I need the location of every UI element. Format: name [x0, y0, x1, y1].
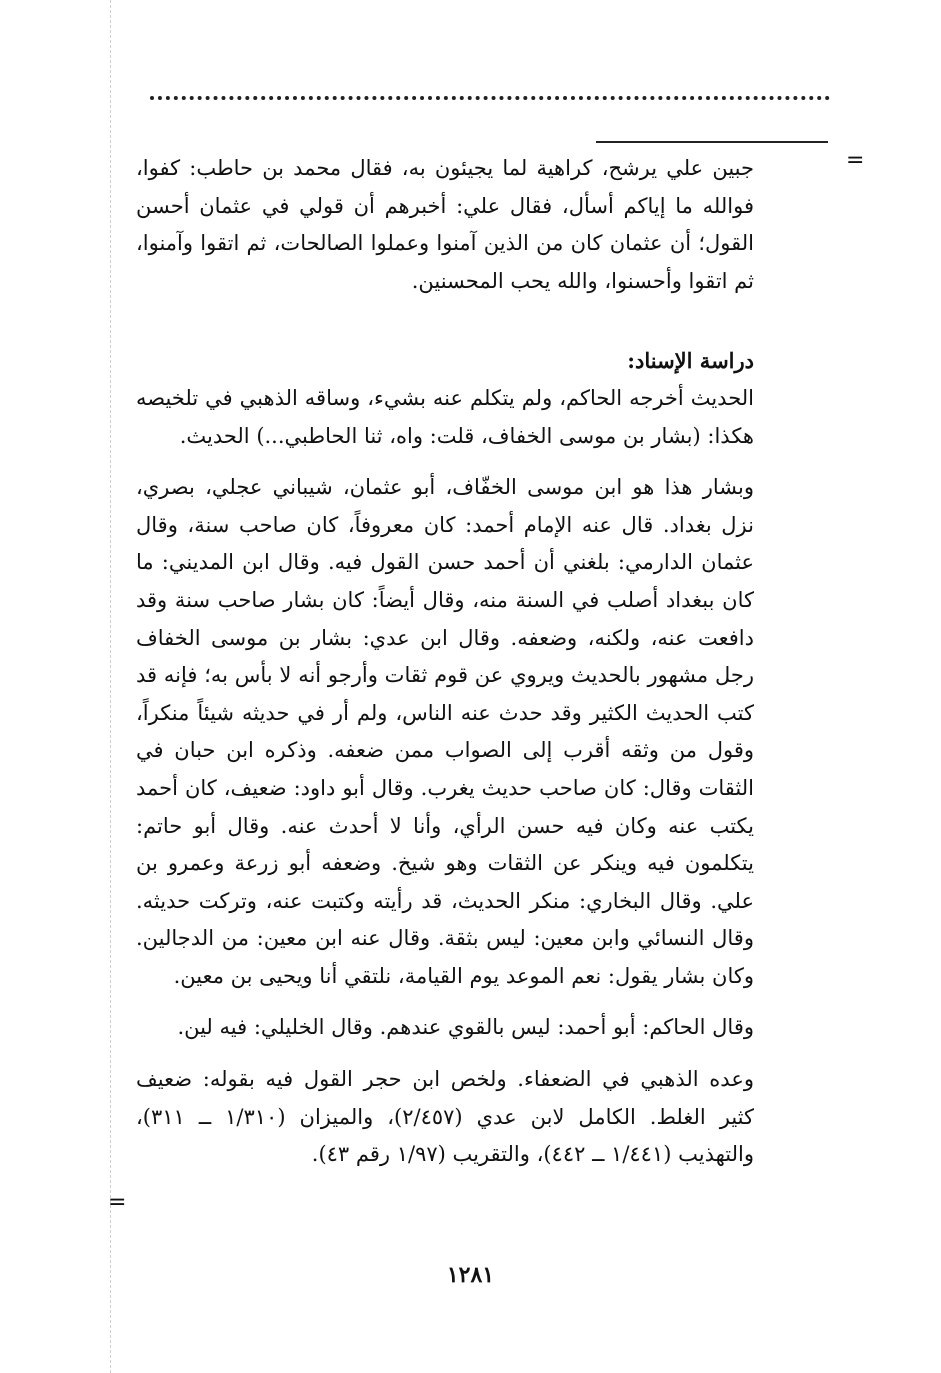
page-body: [136, 150, 754, 1174]
paragraph-hakim: الحديث أخرجه الحاكم، ولم يتكلم عنه بشيء، وساقه الذهبي في تلخيصه هكذا: (بشار بن موسى الخفاف، قلت: واه، ثنا الحاطبي...) الحديث.: [136, 385, 754, 448]
page-number: ١٢٨١: [446, 1262, 495, 1288]
quote-paragraph: جبين علي يرشح، كراهية لما يجيئون به، فقال محمد بن حاطب: كفوا، فوالله ما إياكم أسأل، فقال علي: أخبرهم أن قولي في عثمان أحسن القول؛ أن عثمان كان من الذين آمنوا وعملوا الصالحات، ثم اتقوا وآمنوا، ثم اتقوا وأحسنوا، والله يحب المحسنين.: [136, 156, 754, 293]
paragraph-bashar: وبشار هذا هو ابن موسى الخفّاف، أبو عثمان، شيباني عجلي، بصري، نزل بغداد. قال عنه الإمام أحمد: كان معروفاً، كان صاحب سنة، وقال عثمان الدارمي: بلغني أن أحمد حسن القول فيه. وقال ابن المديني: ما كان ببغداد أصلب في السنة منه، وقال أيضاً: كان بشار صاحب سنة وقد دافعت عنه، ولكنه، وضعفه. وقال ابن عدي: بشار بن موسى الخفاف رجل مشهور بالحديث ويروي عن قوم ثقات وأرجو أنه لا بأس به؛ فإنه قد كتب الحديث الكثير وقد حدث عنه الناس، ولم أر في حديثه شيئاً منكراً، وقول من وثقه أقرب إلى الصواب ممن ضعفه. وذكره ابن حبان في الثقات وقال: كان صاحب حديث يغرب. وقال أبو داود: ضعيف، كان أحمد يكتب عنه وكان فيه حسن الرأي، وأنا لا أحدث عنه. وقال أبو حاتم: يتكلمون فيه وينكر عن الثقات وهو شيخ. وضعفه أبو زرعة وعمرو بن علي. وقال البخاري: منكر الحديث، قد رأيته وكتبت عنه، وتركت حديثه. وقال النسائي وابن معين: ليس بثقة. وقال عنه ابن معين: من الدجالين. وكان بشار يقول: نعم الموعد يوم القيامة، نلتقي أنا ويحيى بن معين.: [136, 475, 754, 988]
footnote-separator-rule: [596, 141, 828, 143]
paragraph-hakim-abu-ahmad: وقال الحاكم: أبو أحمد: ليس بالقوي عندهم. وقال الخليلي: فيه لين.: [177, 1015, 754, 1040]
margin-continuation-mark-left: =: [108, 1190, 127, 1215]
dotted-header-rule: [150, 96, 830, 110]
paragraph-dhahabi: وعده الذهبي في الضعفاء. ولخص ابن حجر القول فيه بقوله: ضعيف كثير الغلط. الكامل لابن عدي (٢/٤٥٧)، والميزان (١/٣١٠ ــ ٣١١)، والتهذيب (١/٤٤١ ــ ٤٤٢)، والتقريب (١/٩٧ رقم ٤٣).: [136, 1067, 754, 1167]
section-heading: دراسة الإسناد:: [627, 348, 754, 374]
margin-continuation-mark-right: =: [846, 148, 865, 173]
scan-gutter-line: [110, 0, 111, 1373]
